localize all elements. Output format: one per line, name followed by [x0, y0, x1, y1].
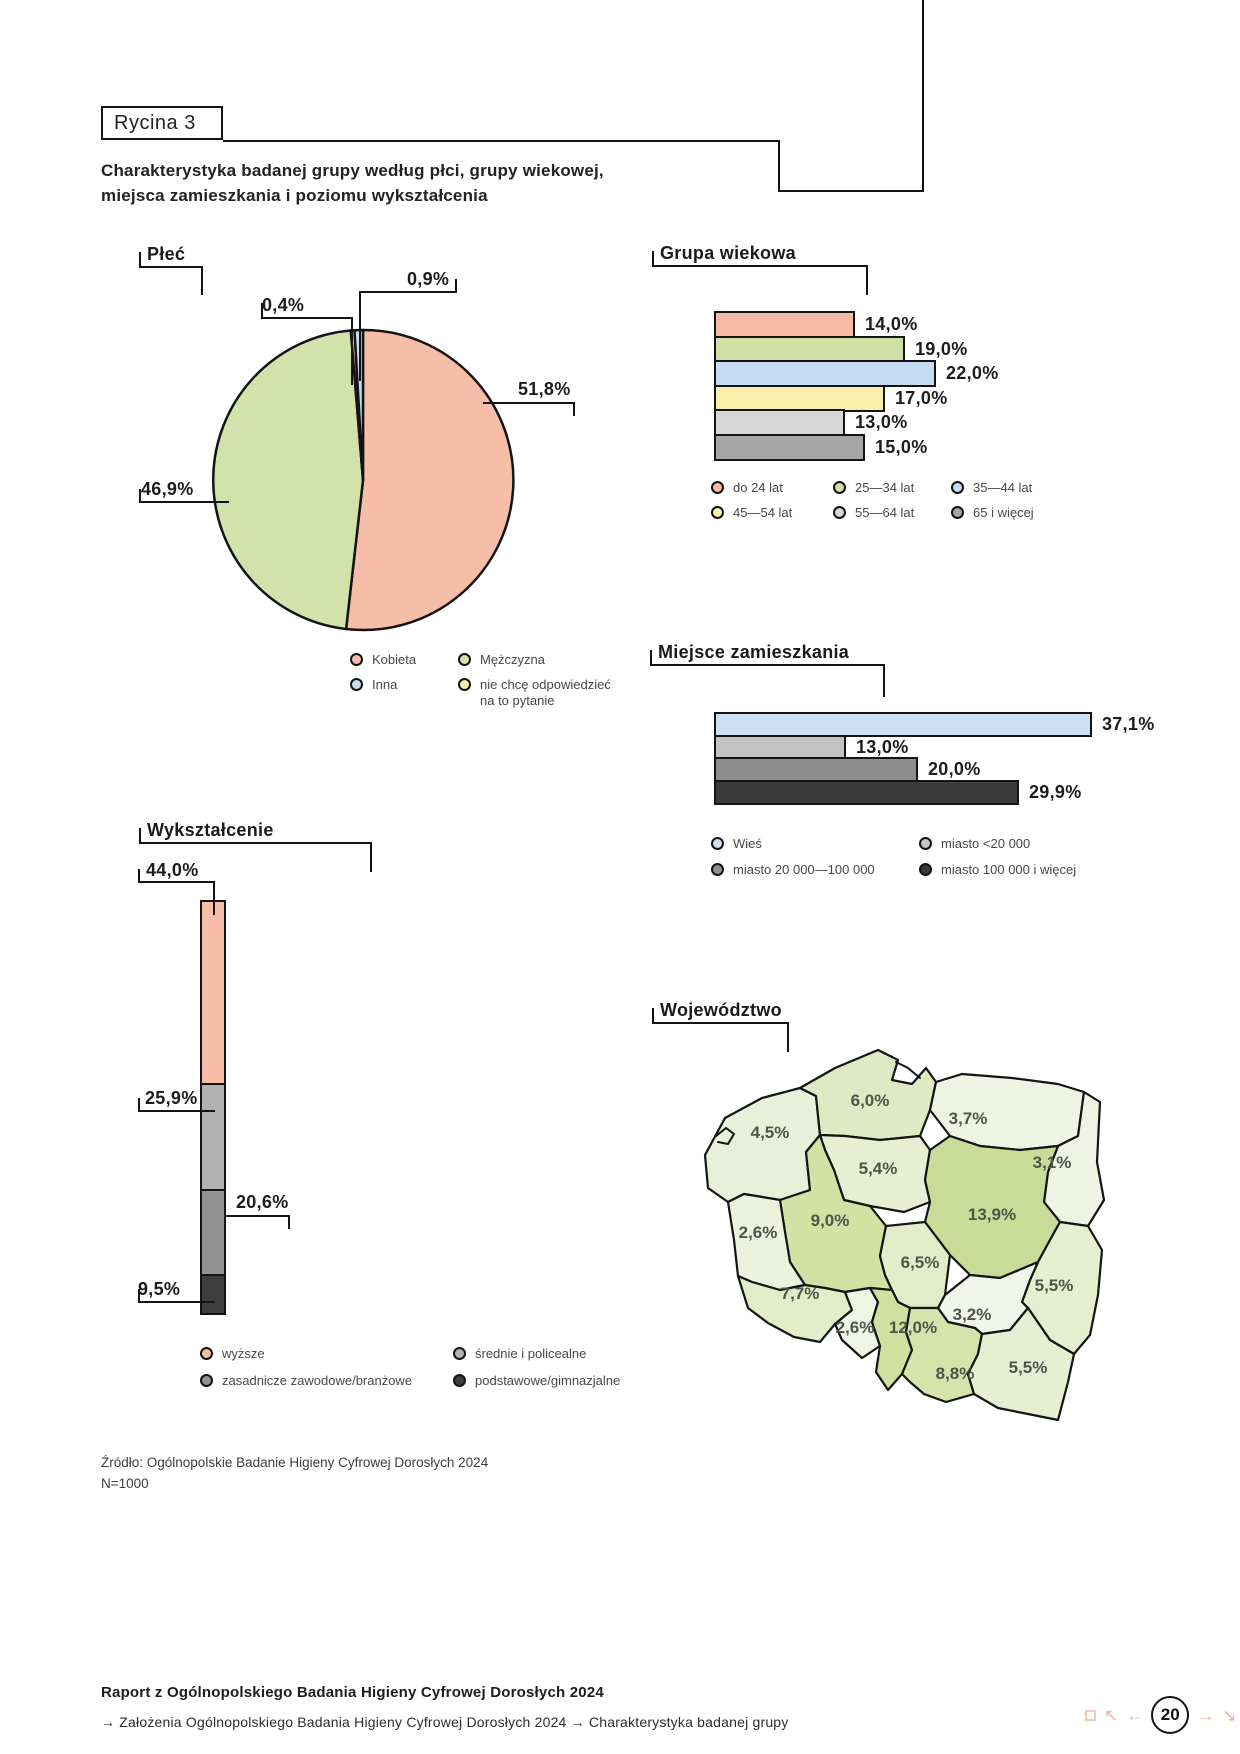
- bar-row: [714, 757, 1155, 782]
- source-line1: Źródło: Ogólnopolskie Badanie Higieny Cyfrowej Dorosłych 2024: [101, 1455, 489, 1470]
- legend-dot-icon: [458, 653, 471, 666]
- education-value-wyzsze: 44,0%: [146, 860, 199, 880]
- bracket-line: [201, 266, 203, 295]
- callout-line: [573, 402, 575, 416]
- bracket-line: [652, 265, 868, 267]
- legend-label: Wieś: [733, 836, 762, 851]
- education-value-zasadnicze: 20,6%: [236, 1192, 289, 1212]
- map-value-label: 5,5%: [1008, 1358, 1048, 1377]
- legend-item: [200, 1346, 453, 1362]
- age-chart-title: Grupa wiekowa: [660, 243, 796, 263]
- poland-voivodeship-map: [630, 1040, 1130, 1460]
- bracket-line: [650, 664, 885, 666]
- callout-line: [138, 1301, 215, 1303]
- pie-value-inna: 0,9%: [407, 269, 450, 289]
- decor-line: [778, 190, 924, 192]
- gender-legend: [350, 652, 636, 709]
- callout-line: [351, 317, 353, 385]
- legend-dot-icon: [458, 678, 471, 691]
- page-frame-icon: [1085, 1710, 1096, 1721]
- map-value-label: 9,0%: [810, 1211, 850, 1230]
- legend-item: [711, 836, 919, 852]
- map-value-label: 3,7%: [948, 1109, 988, 1128]
- age-bar-chart: [714, 311, 999, 461]
- legend-dot-icon: [833, 506, 846, 519]
- figure-title-line2: miejsca zamieszkania i poziomu wykształcenia: [101, 186, 488, 205]
- gender-pie-chart: [203, 320, 523, 640]
- arrow-up-left-icon: ↖: [1104, 1705, 1119, 1725]
- page-navigation: [1085, 1694, 1237, 1736]
- stacked-segment: [200, 1189, 226, 1276]
- callout-line: [483, 402, 575, 404]
- bracket-tick: [652, 251, 654, 265]
- legend-dot-icon: [453, 1374, 466, 1387]
- map-value-label: 12,0%: [888, 1318, 938, 1337]
- legend-dot-icon: [711, 481, 724, 494]
- legend-dot-icon: [919, 837, 932, 850]
- callout-line: [226, 1215, 290, 1217]
- legend-item: [453, 1346, 693, 1362]
- bar-row: [714, 735, 1155, 760]
- legend-dot-icon: [951, 481, 964, 494]
- bracket-line: [139, 842, 372, 844]
- legend-dot-icon: [453, 1347, 466, 1360]
- pie-slice-kobieta: [346, 330, 513, 630]
- bar-value-label: 20,0%: [928, 759, 981, 779]
- legend-item: [711, 862, 919, 878]
- legend-label: miasto 20 000—100 000: [733, 862, 875, 877]
- bracket-line: [866, 265, 868, 295]
- decor-line: [223, 140, 780, 142]
- bar: [714, 409, 845, 436]
- bar: [714, 757, 918, 782]
- legend-dot-icon: [711, 837, 724, 850]
- bar-row: [714, 409, 999, 436]
- map-coast-detail: [896, 1062, 920, 1078]
- education-legend: [200, 1346, 693, 1389]
- legend-item: [350, 652, 458, 668]
- stacked-segment: [200, 1083, 226, 1192]
- legend-dot-icon: [350, 653, 363, 666]
- education-value-podstawowe: 9,5%: [138, 1279, 181, 1299]
- stacked-segment: [200, 900, 226, 1085]
- bracket-line: [787, 1022, 789, 1052]
- legend-label: wyższe: [222, 1346, 265, 1361]
- legend-dot-icon: [711, 863, 724, 876]
- legend-dot-icon: [711, 506, 724, 519]
- legend-item: [200, 1373, 453, 1389]
- bar: [714, 360, 936, 387]
- callout-line: [261, 317, 353, 319]
- map-value-label: 3,2%: [952, 1305, 992, 1324]
- bar-value-label: 17,0%: [895, 387, 948, 408]
- map-value-label: 5,5%: [1034, 1276, 1074, 1295]
- pie-slice-mezczyzna: [213, 331, 363, 630]
- legend-dot-icon: [833, 481, 846, 494]
- legend-label: średnie i policealne: [475, 1346, 587, 1361]
- callout-line: [213, 881, 215, 915]
- bar: [714, 735, 846, 760]
- gender-chart-title: Płeć: [147, 244, 186, 264]
- bar: [714, 336, 905, 363]
- legend-item: [458, 677, 636, 709]
- bar-value-label: 29,9%: [1029, 781, 1082, 802]
- map-value-label: 13,9%: [967, 1205, 1017, 1224]
- bar: [714, 780, 1019, 805]
- bar-value-label: 13,0%: [855, 412, 908, 432]
- bar-value-label: 19,0%: [915, 338, 968, 359]
- footer-breadcrumb: → Założenia Ogólnopolskiego Badania Higieny Cyfrowej Dorosłych 2024 → Charakterystyka badanej grupy: [101, 1714, 789, 1730]
- bar-row: [714, 385, 999, 412]
- legend-item: [711, 480, 833, 496]
- page-number-badge: [1151, 1696, 1189, 1734]
- legend-item: [919, 862, 1149, 878]
- bar-value-label: 37,1%: [1102, 714, 1155, 734]
- bar-value-label: 14,0%: [865, 314, 918, 334]
- legend-item: [458, 652, 636, 668]
- stacked-segment: [200, 1274, 226, 1315]
- bracket-tick: [650, 650, 652, 664]
- legend-item: [951, 480, 1083, 496]
- bar-value-label: 15,0%: [875, 436, 928, 457]
- legend-label: nie chcę odpowiedzieć na to pytanie: [480, 677, 611, 708]
- legend-dot-icon: [200, 1347, 213, 1360]
- legend-dot-icon: [951, 506, 964, 519]
- map-value-label: 2,6%: [738, 1223, 778, 1242]
- bar-value-label: 13,0%: [856, 736, 909, 757]
- bar-value-label: 22,0%: [946, 363, 999, 383]
- legend-label: do 24 lat: [733, 480, 783, 495]
- callout-line: [138, 881, 215, 883]
- legend-item: [833, 505, 951, 521]
- map-value-label: 3,1%: [1032, 1153, 1072, 1172]
- legend-dot-icon: [919, 863, 932, 876]
- arrow-down-right-icon: ↘: [1222, 1705, 1237, 1725]
- bracket-tick: [652, 1008, 654, 1022]
- legend-item: [919, 836, 1149, 852]
- callout-line: [138, 869, 140, 881]
- map-value-label: 5,4%: [858, 1159, 898, 1178]
- map-value-label: 4,5%: [750, 1123, 790, 1142]
- bar: [714, 385, 885, 412]
- bracket-tick: [139, 252, 141, 266]
- map-value-label: 6,0%: [850, 1091, 890, 1110]
- callout-line: [359, 291, 457, 293]
- education-chart-title: Wykształcenie: [147, 820, 274, 840]
- bar-row: [714, 434, 999, 461]
- legend-label: Inna: [372, 677, 398, 692]
- callout-line: [359, 291, 361, 381]
- callout-line: [138, 1098, 140, 1110]
- bar: [714, 311, 855, 338]
- legend-item: [711, 505, 833, 521]
- legend-label: 45—54 lat: [733, 505, 793, 520]
- bracket-line: [370, 842, 372, 872]
- callout-line: [455, 279, 457, 291]
- map-value-label: 7,7%: [780, 1284, 820, 1303]
- residence-legend: [711, 836, 1149, 878]
- legend-label: podstawowe/gimnazjalne: [475, 1373, 621, 1388]
- legend-item: [951, 505, 1083, 521]
- arrow-left-icon: ←: [1126, 1705, 1144, 1725]
- pie-value-mezczyzna: 46,9%: [141, 479, 194, 499]
- residence-bar-chart: [714, 712, 1155, 805]
- pie-value-nie-chce: 0,4%: [262, 295, 305, 315]
- legend-label: 35—44 lat: [973, 480, 1033, 495]
- legend-item: [453, 1373, 693, 1389]
- callout-line: [288, 1215, 290, 1229]
- bracket-line: [883, 664, 885, 697]
- decor-line: [778, 142, 780, 192]
- map-value-label: 6,5%: [900, 1253, 940, 1272]
- legend-item: [833, 480, 951, 496]
- map-value-label: 2,6%: [835, 1318, 875, 1337]
- bracket-line: [139, 266, 203, 268]
- arrow-right-icon: →: [1197, 1705, 1215, 1725]
- bracket-line: [652, 1022, 789, 1024]
- legend-label: 25—34 lat: [855, 480, 915, 495]
- age-legend: [711, 480, 1083, 521]
- legend-label: miasto 100 000 i więcej: [941, 862, 1077, 877]
- bar-row: [714, 311, 999, 338]
- decor-line: [922, 0, 924, 192]
- figure-title-line1: Charakterystyka badanej grupy według płci, grupy wiekowej,: [101, 161, 604, 180]
- legend-dot-icon: [350, 678, 363, 691]
- callout-line: [138, 1110, 215, 1112]
- legend-label: zasadnicze zawodowe/branżowe: [222, 1373, 413, 1388]
- legend-label: Mężczyzna: [480, 652, 546, 667]
- footer-report-title: Raport z Ogólnopolskiego Badania Higieny Cyfrowej Dorosłych 2024: [101, 1684, 604, 1701]
- bar-row: [714, 780, 1155, 805]
- page-number: 20: [1160, 1705, 1180, 1724]
- bar-row: [714, 360, 999, 387]
- bar-row: [714, 336, 999, 363]
- map-title: Województwo: [660, 1000, 782, 1020]
- bar: [714, 434, 865, 461]
- legend-item: [350, 677, 458, 709]
- source-note: [101, 1452, 488, 1494]
- education-value-srednie: 25,9%: [145, 1088, 198, 1108]
- map-value-label: 8,8%: [935, 1364, 975, 1383]
- education-stacked-bar: [200, 900, 226, 1315]
- legend-dot-icon: [200, 1374, 213, 1387]
- bracket-tick: [139, 828, 141, 842]
- legend-label: 55—64 lat: [855, 505, 915, 520]
- bar: [714, 712, 1092, 737]
- pie-value-kobieta: 51,8%: [518, 379, 571, 399]
- legend-label: miasto <20 000: [941, 836, 1031, 851]
- figure-tag: Rycina 3: [101, 106, 223, 140]
- legend-label: Kobieta: [372, 652, 417, 667]
- residence-chart-title: Miejsce zamieszkania: [658, 642, 850, 662]
- source-line2: N=1000: [101, 1476, 149, 1491]
- figure-title: [101, 158, 604, 208]
- legend-label: 65 i więcej: [973, 505, 1034, 520]
- map-region-zachodniopomorskie: [705, 1088, 820, 1202]
- bar-row: [714, 712, 1155, 737]
- callout-line: [139, 501, 229, 503]
